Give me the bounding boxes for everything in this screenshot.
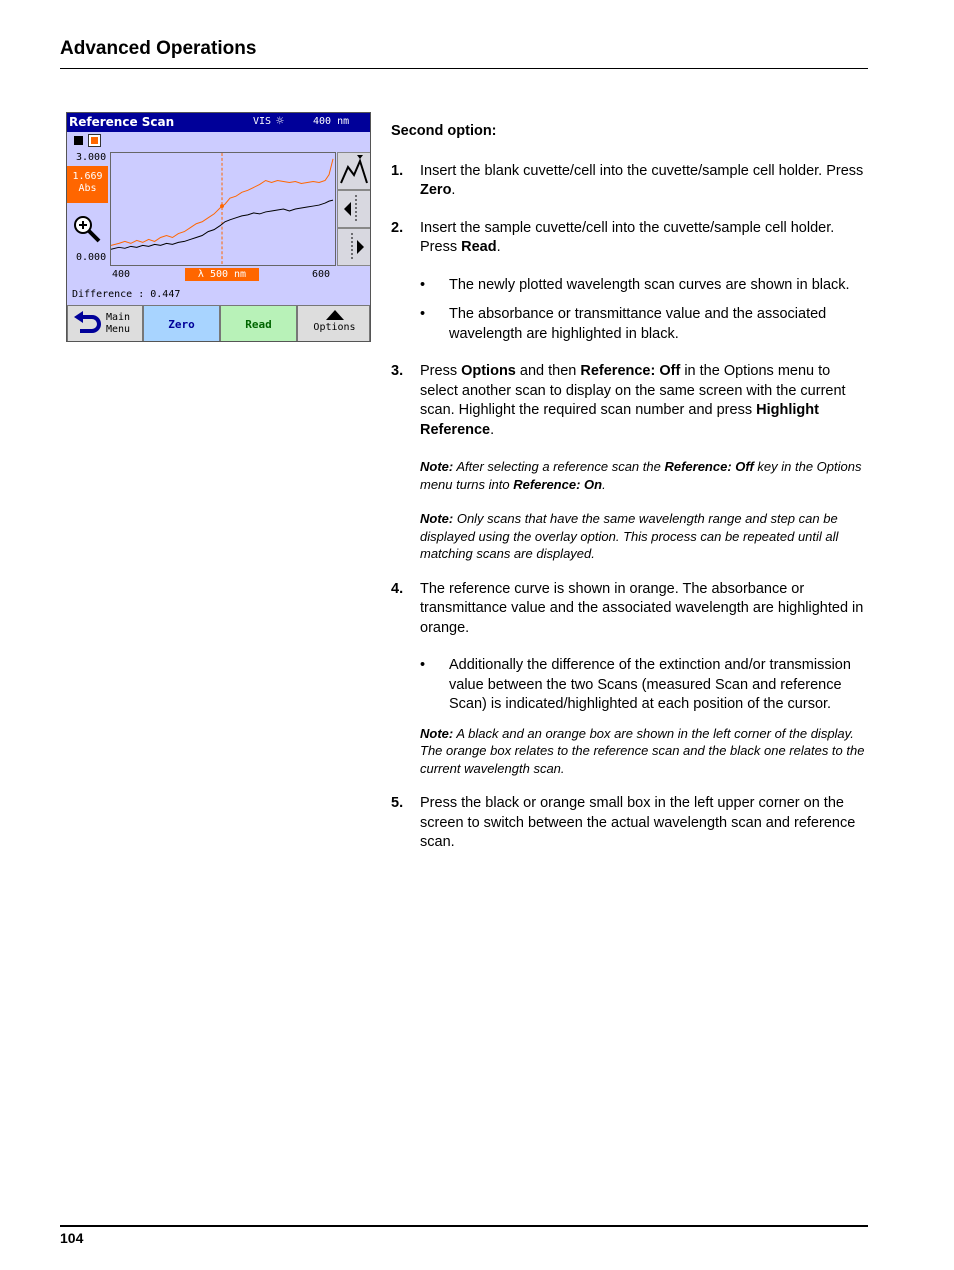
wavelength-label: 400 nm: [313, 116, 350, 127]
mode-label: VIS: [253, 116, 272, 127]
note-1: [391, 458, 867, 493]
arrow-right-icon: [338, 229, 370, 265]
screen-button-row: [67, 305, 370, 342]
step-bold: Options: [461, 363, 516, 379]
back-arrow-icon: [72, 311, 102, 337]
step-number: 3.: [391, 363, 404, 379]
step-number: 4.: [391, 580, 404, 597]
step-4: [391, 580, 867, 639]
x-axis-min: 400: [112, 269, 131, 280]
step-text: and then: [515, 363, 581, 379]
footer-rule: [60, 1225, 868, 1227]
screen-title: Reference Scan: [69, 115, 175, 129]
x-axis-max: 600: [312, 269, 331, 280]
note-bold: Reference: Off: [664, 459, 754, 474]
note-2: [391, 510, 867, 563]
step-text: .: [451, 182, 456, 198]
step-text: .: [496, 239, 501, 255]
step-1: [391, 162, 867, 201]
bullet-item: [391, 305, 867, 344]
cursor-right-button[interactable]: [337, 228, 371, 266]
absorbance-value: 1.669: [72, 171, 103, 182]
step-bold: Zero: [420, 182, 452, 198]
arrow-left-icon: [338, 191, 370, 227]
main-menu-button[interactable]: [67, 305, 143, 342]
options-button[interactable]: [297, 305, 370, 342]
step-text: in the Options menu to select another scan to display on the same screen with the current scan. Highlight the required scan number and press: [420, 363, 846, 418]
note-3: [391, 725, 867, 778]
current-scan-box[interactable]: [74, 136, 83, 145]
triangle-up-icon: [326, 310, 344, 320]
note-text: Only scans that have the same wavelength range and step can be displayed using the overlay option. This process can be repeated until all matching scans are displayed.: [420, 511, 839, 561]
instruction-column: [391, 122, 867, 871]
step-bold: Highlight Reference: [420, 402, 819, 438]
note-label: Note:: [420, 725, 454, 741]
absorbance-readout: [67, 166, 108, 203]
bullet-text: The absorbance or transmittance value and the associated wavelength are highlighted in black.: [449, 306, 827, 342]
note-text: key in the Options menu turns into: [420, 459, 862, 492]
scan-plot: [110, 152, 336, 266]
y-axis-min: 0.000: [76, 252, 107, 263]
bullet-item: [391, 276, 867, 296]
step-number: 5.: [391, 795, 404, 811]
step-text: Insert the blank cuvette/cell into the cuvette/sample cell holder. Press: [420, 162, 864, 179]
step-bold: Read: [461, 239, 497, 255]
cursor-left-button[interactable]: [337, 190, 371, 228]
absorbance-unit: Abs: [78, 183, 97, 194]
peak-button[interactable]: [337, 152, 371, 190]
note-label: Note:: [420, 459, 454, 474]
step-5: [391, 794, 867, 853]
section-subhead: Second option:: [391, 123, 497, 139]
step-text: The reference curve is shown in orange. The absorbance or transmittance value and the associated wavelength are highlighted in orange.: [420, 580, 864, 636]
zero-button[interactable]: Zero: [143, 305, 220, 342]
note-text: .: [602, 476, 606, 492]
main-menu-label: [106, 312, 130, 336]
bullet-glyph: •: [420, 657, 426, 673]
step-text: Press: [420, 363, 462, 379]
page-header-title: Advanced Operations: [60, 38, 257, 59]
step-text: Press the black or orange small box in the left upper corner on the screen to switch between the actual wavelength scan and reference scan.: [420, 795, 856, 850]
note-text: A black and an orange box are shown in the left corner of the display. The orange box relates to the reference scan and the black one relates to the current wavelength scan.: [420, 725, 865, 776]
main-menu-line2: Menu: [106, 324, 131, 335]
zoom-icon[interactable]: [71, 213, 103, 245]
options-label: Options: [313, 322, 356, 333]
step-number: 1.: [391, 162, 404, 179]
instrument-screen: [66, 112, 371, 342]
peak-icon: [338, 153, 370, 189]
step-2: [391, 219, 867, 258]
step-bold: Reference: Off: [580, 363, 681, 379]
step-3: [391, 362, 867, 440]
main-menu-line1: Main: [106, 312, 131, 323]
header-rule: [60, 68, 868, 69]
note-label: Note:: [420, 511, 454, 526]
bullet-glyph: •: [420, 276, 426, 293]
page-number: 104: [60, 1230, 84, 1246]
note-text: After selecting a reference scan the: [453, 459, 665, 474]
bullet-text: The newly plotted wavelength scan curves are shown in black.: [449, 276, 850, 293]
bullet-item: [391, 656, 867, 715]
reference-scan-box[interactable]: [88, 134, 101, 147]
y-axis-max: 3.000: [76, 152, 107, 163]
lamp-icon: ☼: [276, 114, 284, 129]
cursor-point: [220, 204, 224, 208]
bullet-glyph: •: [420, 306, 426, 322]
note-bold: Reference: On: [513, 476, 603, 492]
screen-title-bar: [67, 113, 370, 132]
cursor-wavelength: λ 500 nm: [185, 268, 259, 281]
step-text: Insert the sample cuvette/cell into the cuvette/sample cell holder. Press: [420, 219, 835, 255]
difference-readout: Difference : 0.447: [72, 289, 181, 300]
step-number: 2.: [391, 219, 404, 236]
step-text: .: [490, 421, 495, 438]
bullet-text: Additionally the difference of the extinction and/or transmission value between the two Scans (measured Scan and reference Scan) is indicated/highlighted at each position of the cursor.: [449, 657, 851, 712]
read-button[interactable]: Read: [220, 305, 297, 342]
